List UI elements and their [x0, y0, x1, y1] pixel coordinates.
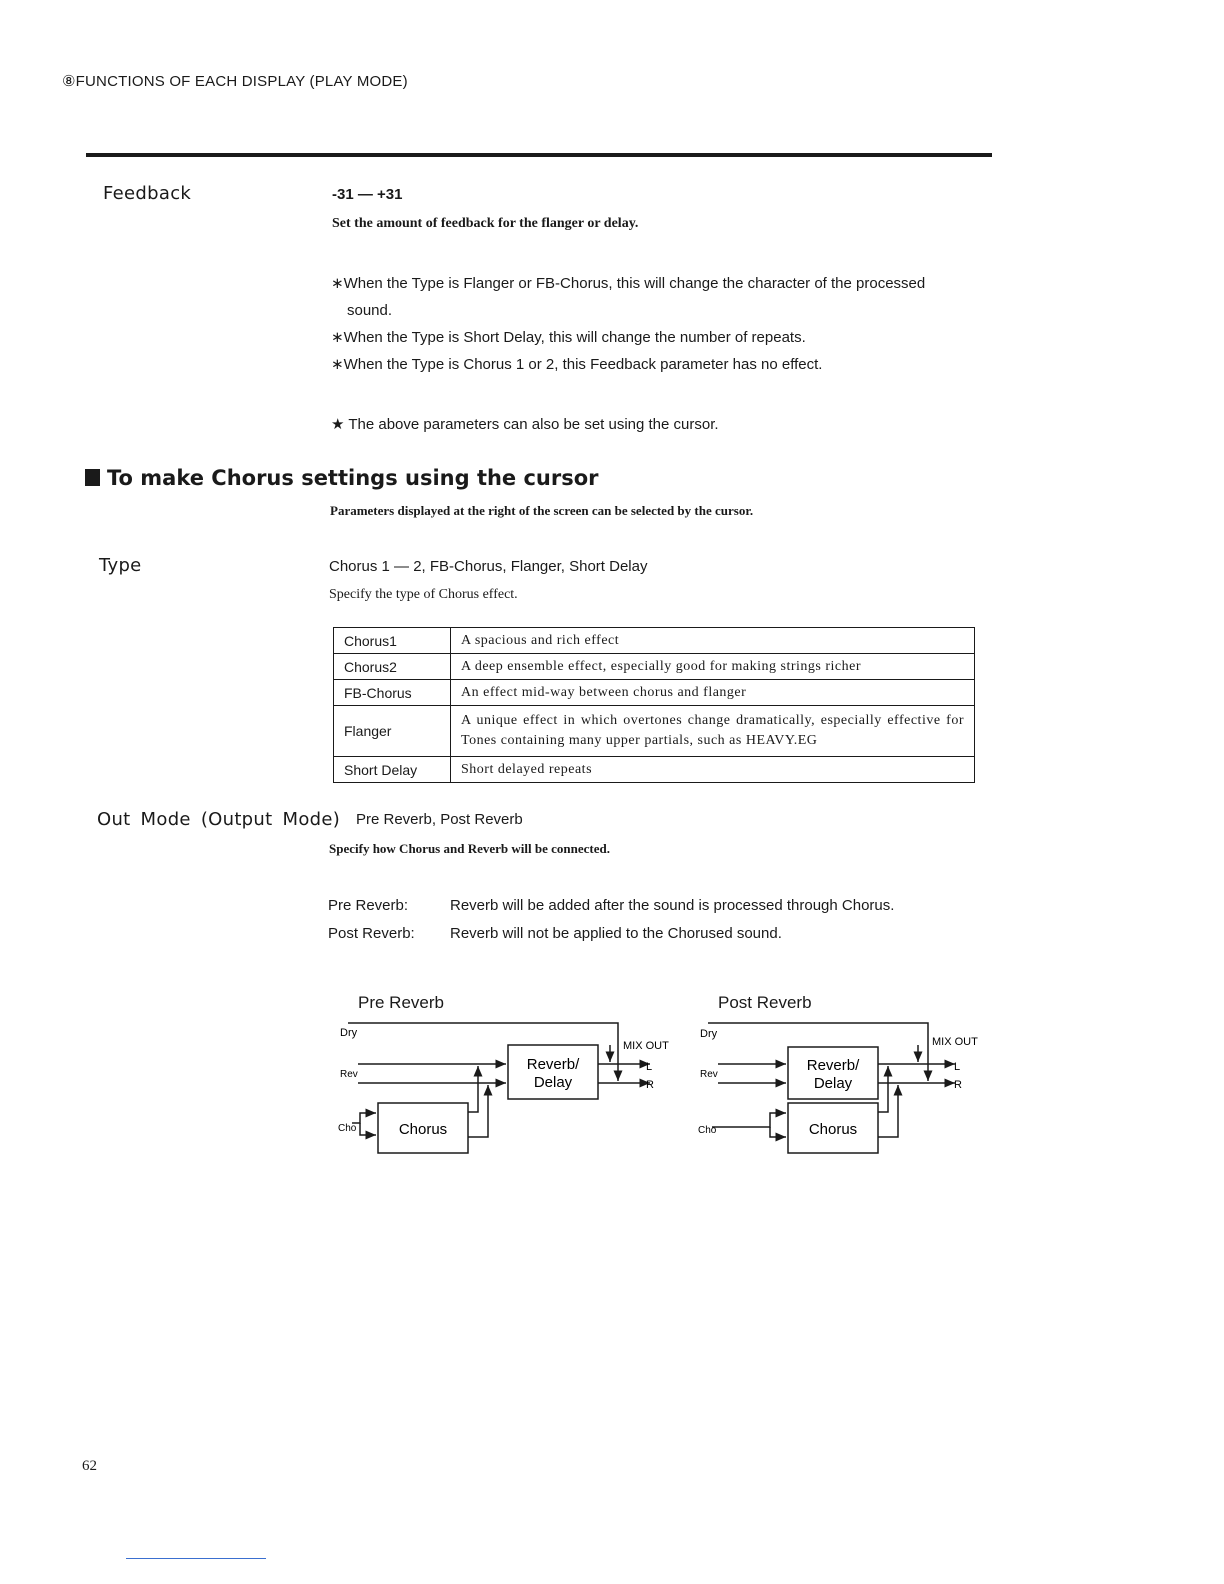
outmode-range: Pre Reverb, Post Reverb: [356, 811, 523, 828]
outmode-list: [328, 892, 894, 948]
mix-out-label: MIX OUT: [932, 1036, 978, 1048]
type-description: Short delayed repeats: [451, 757, 975, 783]
outmode-desc: Specify how Chorus and Reverb will be connected.: [329, 841, 610, 856]
header-title: FUNCTIONS OF EACH DISPLAY (PLAY MODE): [75, 73, 408, 90]
page-header: [62, 72, 408, 90]
table-row: [334, 680, 975, 706]
mode-text: Reverb will be added after the sound is processed through Chorus.: [450, 897, 895, 914]
list-item: [328, 892, 894, 920]
type-range: Chorus 1 — 2, FB-Chorus, Flanger, Short Delay: [329, 558, 648, 575]
footer-divider: [126, 1558, 266, 1559]
section-title: To make Chorus settings using the cursor: [107, 466, 599, 490]
page-number: 62: [82, 1458, 97, 1474]
feedback-term: Feedback: [103, 183, 192, 204]
type-name: Chorus2: [334, 654, 451, 680]
dry-label: Dry: [700, 1028, 718, 1040]
cursor-note: ★ The above parameters can also be set using the cursor.: [331, 416, 719, 433]
feedback-range: -31 — +31: [332, 186, 403, 203]
out-l-label: L: [646, 1061, 653, 1073]
type-description: A spacious and rich effect: [451, 628, 975, 654]
mode-label: Post Reverb:: [328, 925, 415, 942]
type-description: A deep ensemble effect, especially good for making strings richer: [451, 654, 975, 680]
type-description: A unique effect in which overtones change dramatically, especially effective for Tones containing many upper partials, such as HEAVY.EG: [451, 706, 975, 757]
chorus-label: Chorus: [398, 1121, 448, 1138]
section-mark: ⑧: [62, 73, 76, 90]
type-name: Flanger: [334, 706, 451, 757]
feedback-note-3: ∗When the Type is Chorus 1 or 2, this Feedback parameter has no effect.: [331, 356, 823, 373]
section-heading: [85, 466, 599, 490]
feedback-note-1: ∗When the Type is Flanger or FB-Chorus, this will change the character of the processed: [331, 275, 926, 292]
pre-reverb-diagram: [330, 1015, 690, 1165]
feedback-notes: [331, 270, 925, 378]
table-row: [334, 628, 975, 654]
dry-line: [708, 1023, 928, 1057]
fx-label-2: Delay: [533, 1074, 573, 1091]
type-table: [333, 627, 975, 783]
mode-text: Reverb will not be applied to the Chorused sound.: [450, 925, 782, 942]
list-item: [328, 920, 894, 948]
dry-label: Dry: [340, 1027, 358, 1039]
type-name: Chorus1: [334, 628, 451, 654]
out-r-label: R: [646, 1079, 654, 1091]
feedback-note-1-cont: sound.: [347, 302, 393, 319]
rev-label: Rev: [700, 1069, 718, 1080]
table-row: [334, 654, 975, 680]
type-name: FB-Chorus: [334, 680, 451, 706]
section-subtitle: Parameters displayed at the right of the screen can be selected by the cursor.: [330, 503, 754, 518]
fx-label-1: Reverb/: [806, 1057, 860, 1074]
table-row: [334, 757, 975, 783]
square-bullet-icon: [85, 469, 100, 486]
out-l-label: L: [954, 1061, 961, 1073]
mix-out-label: MIX OUT: [623, 1040, 669, 1052]
type-name: Short Delay: [334, 757, 451, 783]
outmode-term: Out Mode (Output Mode): [97, 809, 341, 830]
mode-label: Pre Reverb:: [328, 897, 409, 914]
rev-label: Rev: [340, 1069, 358, 1080]
fx-label-2: Delay: [813, 1075, 853, 1092]
cho-label: Cho: [698, 1125, 717, 1136]
post-reverb-title: Post Reverb: [718, 993, 812, 1012]
table-row: [334, 706, 975, 757]
post-reverb-diagram: [690, 1015, 990, 1165]
out-r-label: R: [954, 1079, 962, 1091]
feedback-desc: Set the amount of feedback for the flanger or delay.: [332, 216, 639, 231]
cho-label: Cho: [338, 1123, 357, 1134]
type-description: An effect mid-way between chorus and flanger: [451, 680, 975, 706]
feedback-note-2: ∗When the Type is Short Delay, this will change the number of repeats.: [331, 329, 806, 346]
type-term: Type: [99, 555, 142, 576]
header-rule: [86, 153, 992, 157]
type-desc: Specify the type of Chorus effect.: [329, 587, 518, 602]
chorus-label: Chorus: [808, 1121, 858, 1138]
dry-line: [348, 1023, 618, 1057]
pre-reverb-title: Pre Reverb: [358, 993, 444, 1012]
fx-label-1: Reverb/: [526, 1056, 580, 1073]
